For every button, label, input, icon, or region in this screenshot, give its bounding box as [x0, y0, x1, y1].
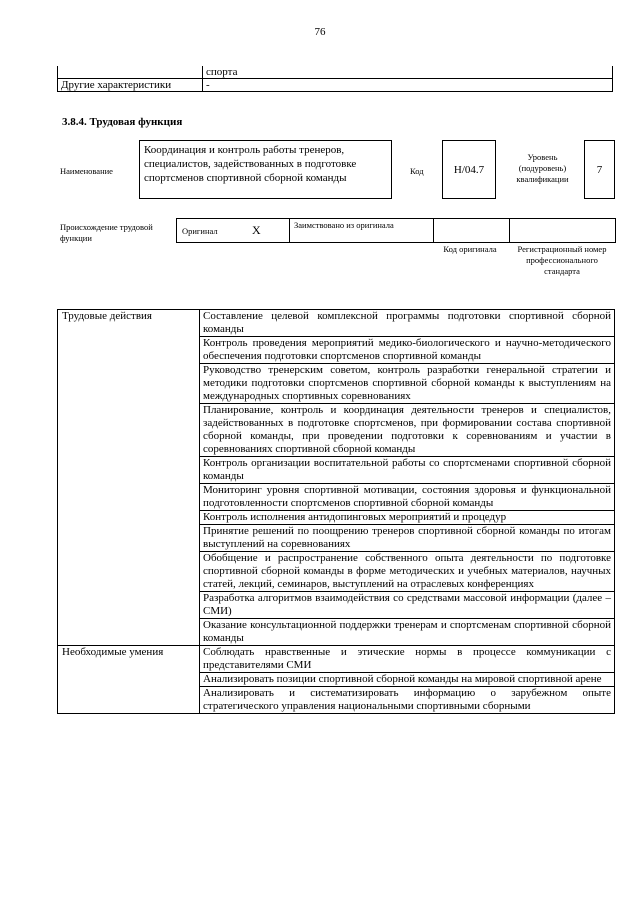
list-item: Руководство тренерским советом, контроль разработки генеральной стратегии и методики подготовки спортсменов спортивной сборной команды к выступлениям на международных спортивных соревнованиях: [200, 364, 615, 404]
code-caption: Код оригинала: [443, 244, 497, 254]
origin-label: Происхождение трудовой функции: [60, 222, 153, 243]
function-name: Координация и контроль работы тренеров, специалистов, задействованных в подготовке спортсменов спортивной сборной команды: [139, 140, 392, 199]
reg-caption: Регистрационный номер профессионального стандарта: [517, 244, 607, 276]
function-code: H/04.7: [442, 140, 496, 199]
borrowed-label: Заимствовано из оригинала: [294, 220, 394, 230]
page-number: 76: [314, 26, 326, 38]
list-item: Анализировать позиции спортивной сборной команды на мировой спортивной арене: [200, 673, 615, 687]
code-label: Код: [410, 166, 424, 176]
list-item: Контроль организации воспитательной работы со спортсменами спортивной сборной команды: [200, 457, 615, 484]
list-item: Разработка алгоритмов взаимодействия со средствами массовой информации (далее – СМИ): [200, 592, 615, 619]
list-item: Контроль проведения мероприятий медико-биологического и научно-методического обеспечения подготовки спортсменов спортивной команды: [200, 337, 615, 364]
divider: [509, 219, 510, 243]
list-item: Мониторинг уровня спортивной мотивации, состояния здоровья и функциональной подготовленности спортсменов спортивной сборной команды: [200, 484, 615, 511]
list-item: Составление целевой комплексной программы подготовки спортивной сборной команды: [200, 310, 615, 337]
original-mark: X: [252, 223, 261, 237]
characteristics-table: [57, 66, 613, 92]
level-value: 7: [584, 140, 615, 199]
list-item: Соблюдать нравственные и этические нормы в процессе коммуникации с представителями СМИ: [200, 646, 615, 673]
name-label: Наименование: [60, 166, 113, 176]
table-cell: спорта: [203, 66, 613, 79]
list-item: Оказание консультационной поддержки тренерам и спортсменам спортивной сборной команды: [200, 619, 615, 646]
category-cell: Необходимые умения: [58, 646, 200, 714]
table-row: [58, 66, 613, 79]
list-item: Анализировать и систематизировать информацию о зарубежном опыте стратегического управления национальными спортивными сборными: [200, 687, 615, 714]
list-item: Обобщение и распространение собственного опыта деятельности по подготовке спортивной сборной команды в форме методических и учебных материалов, научных статей, лекций, семинаров, выступлений на отраслевых конференциях: [200, 552, 615, 592]
table-row: [58, 310, 615, 337]
origin-table: [176, 218, 616, 243]
divider: [289, 219, 290, 243]
category-cell: Трудовые действия: [58, 310, 200, 646]
level-label: Уровень (подуровень) квалификации: [516, 152, 569, 184]
table-cell: -: [203, 79, 613, 92]
list-item: Контроль исполнения антидопинговых мероприятий и процедур: [200, 511, 615, 525]
list-item: Планирование, контроль и координация деятельности тренеров и специалистов, задействованных в подготовке спортсменов, при формировании состава спортивной сборной команды, при проведении подготовки к соревнованиям и участии в соревнованиях спортивной сборной команды: [200, 404, 615, 457]
labor-function-table: [57, 309, 615, 714]
list-item: Принятие решений по поощрению тренеров спортивной сборной команды по итогам выступлений на соревнованиях: [200, 525, 615, 552]
divider: [433, 219, 434, 243]
table-row: [58, 646, 615, 673]
table-cell: Другие характеристики: [58, 79, 203, 92]
original-label: Оригинал: [182, 226, 218, 236]
table-row: [58, 79, 613, 92]
table-cell: [58, 66, 203, 79]
section-title: 3.8.4. Трудовая функция: [62, 116, 183, 128]
